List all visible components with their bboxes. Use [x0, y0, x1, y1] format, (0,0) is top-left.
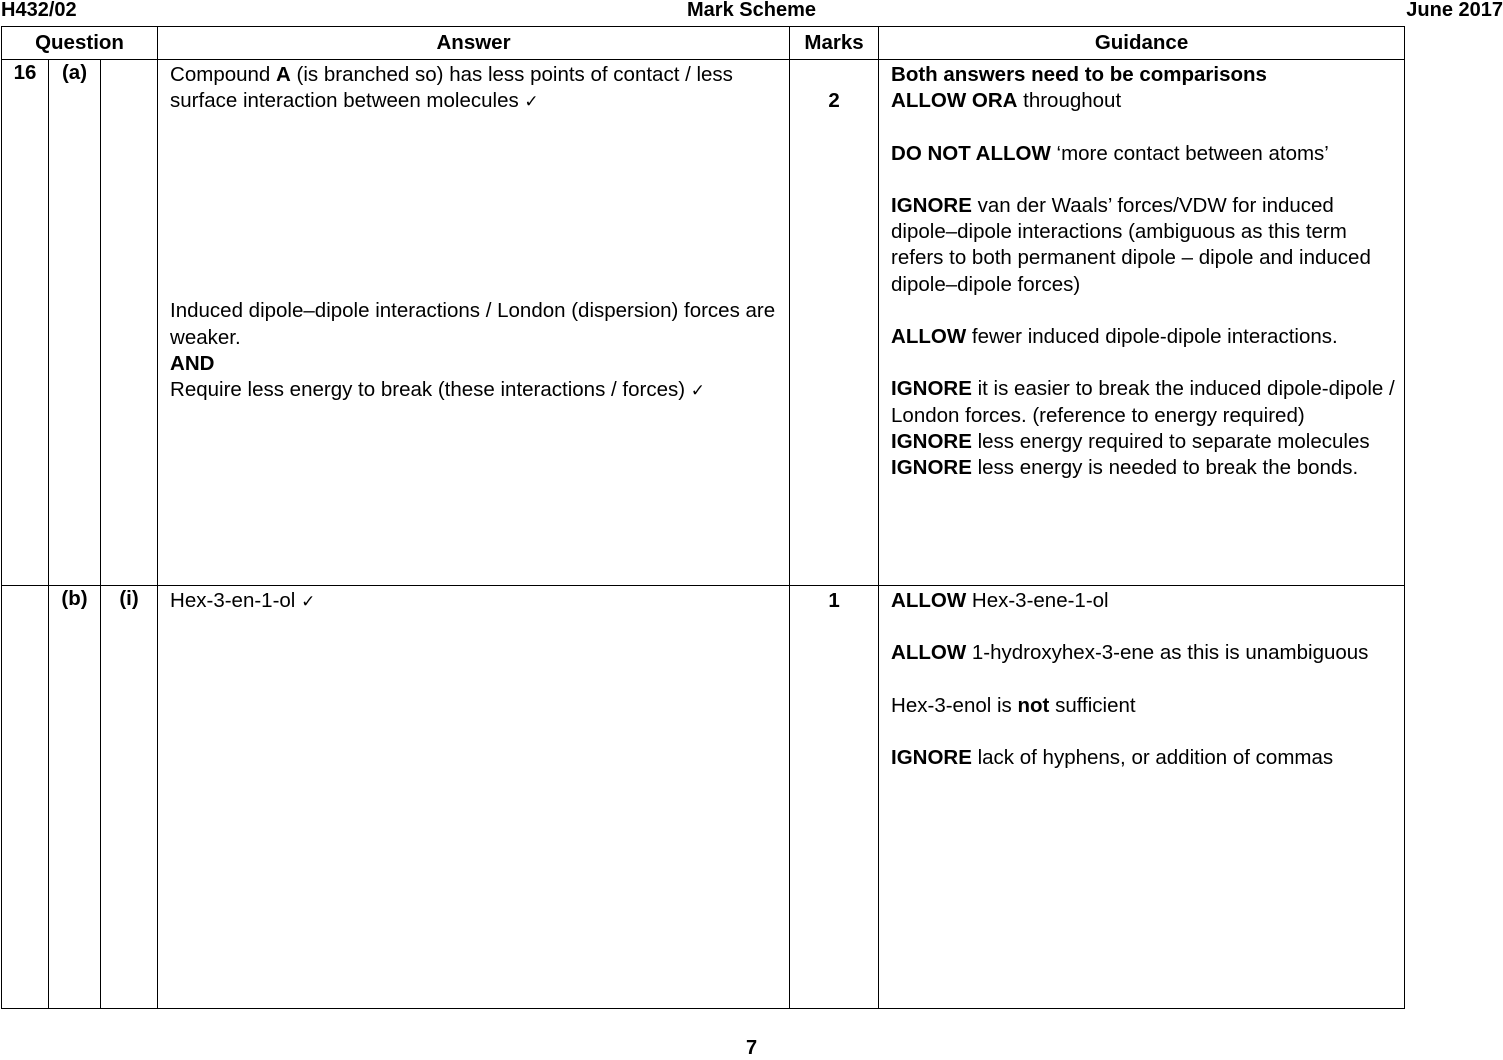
guidance-line: IGNORE it is easier to break the induced dipole-dipole / London forces. (reference to energy required)	[891, 377, 1395, 427]
document-title: Mark Scheme	[687, 0, 816, 21]
column-header-guidance: Guidance	[879, 27, 1405, 60]
guidance-line: Both answers need to be comparisons	[891, 63, 1267, 86]
guidance-line: ALLOW Hex-3-ene-1-ol	[891, 589, 1109, 612]
page-number: 7	[745, 1037, 758, 1059]
guidance-line: IGNORE less energy required to separate molecules	[891, 429, 1370, 453]
table-row	[2, 60, 1405, 586]
paper-code: H432/02	[1, 0, 77, 21]
guidance-cell	[879, 60, 1405, 586]
marks-cell: 2	[790, 60, 879, 586]
exam-date: June 2017	[1406, 0, 1503, 21]
question-number: 16	[2, 60, 49, 586]
answer-and: AND	[170, 351, 215, 375]
answer-point-2: Induced dipole–dipole interactions / London (dispersion) forces are weaker.	[170, 299, 776, 349]
answer-point-1: Compound A (is branched so) has less points of contact / less surface interaction between molecules ✓	[170, 63, 733, 113]
marks-cell: 1	[790, 586, 879, 1009]
tick-icon: ✓	[690, 381, 705, 402]
answer-cell	[158, 586, 790, 1009]
question-number	[2, 586, 49, 1009]
answer-cell	[158, 60, 790, 586]
guidance-line: Hex-3-enol is not sufficient	[891, 693, 1136, 717]
guidance-line: IGNORE less energy is needed to break the bonds.	[891, 455, 1359, 479]
tick-icon: ✓	[524, 92, 539, 113]
tick-icon: ✓	[301, 592, 316, 612]
question-part: (a)	[49, 60, 101, 586]
question-subpart: (i)	[101, 586, 158, 1009]
guidance-line: IGNORE lack of hyphens, or addition of commas	[891, 746, 1334, 770]
column-header-marks: Marks	[790, 27, 879, 60]
guidance-line: ALLOW fewer induced dipole-dipole interactions.	[891, 324, 1338, 348]
mark-scheme-table	[1, 26, 1405, 1009]
answer-point-1: Hex-3-en-1-ol ✓	[170, 589, 316, 612]
guidance-cell	[879, 586, 1405, 1009]
question-part: (b)	[49, 586, 101, 1009]
answer-point-3: Require less energy to break (these interactions / forces) ✓	[170, 378, 705, 402]
guidance-line: DO NOT ALLOW ‘more contact between atoms’	[891, 141, 1329, 165]
column-header-answer: Answer	[158, 27, 790, 60]
table-row	[2, 586, 1405, 1009]
guidance-line: ALLOW 1-hydroxyhex-3-ene as this is unambiguous	[891, 641, 1369, 665]
guidance-line: IGNORE van der Waals’ forces/VDW for induced dipole–dipole interactions (ambiguous as this term refers to both permanent dipole – dipole and induced dipole–dipole forces)	[891, 193, 1371, 296]
column-header-question: Question	[2, 27, 158, 60]
guidance-line: ALLOW ORA throughout	[891, 89, 1122, 113]
table-header-row	[2, 27, 1405, 60]
question-subpart	[101, 60, 158, 586]
